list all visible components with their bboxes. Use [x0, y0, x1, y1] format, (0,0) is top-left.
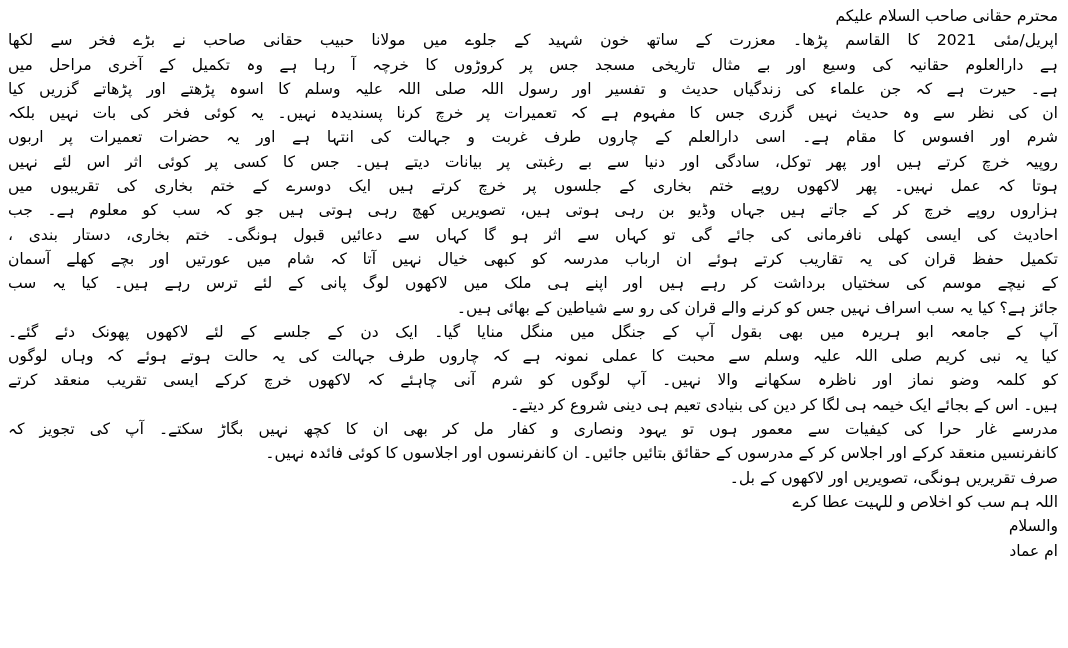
letter-line: محترم حقانی صاحب السلام علیکم: [835, 7, 1058, 25]
letter-line: ہے دارالعلوم حقانیہ کی وسیع اور بے مثال تاریخی مسجد جس پر کروڑوں کا خرچہ آ رہا ہے وہ تکمیل کے آخری مراحل میں: [8, 55, 1058, 74]
letter-line: کانفرنسیں منعقد کرکے اور اجلاس کر کے مدرسوں کے حقائق بتائیں جائیں۔ ان کانفرنسوں اور اجلاسوں کا کوئی فائدہ نہیں۔: [265, 444, 1058, 463]
letter-line: ان کی نظر سے وہ حدیث نہیں گزری جس کا مفہوم ہے کہ تعمیرات پر خرچ کرنا پسندیدہ نہیں۔ یہ کوئی فخر کی بات نہیں بلکہ: [8, 104, 1058, 123]
letter-line: اپریل/مئی 2021 کا القاسم پڑھا۔ معزرت کے ساتھ خون شہید کے جلوے میں مولانا حبیب حقانی صاحب نے بڑے فخر سے لکھا: [8, 31, 1058, 50]
letter-line: اللہ ہم سب کو اخلاص و للہیت عطا کرے: [792, 492, 1058, 511]
letter-line: ام عماد: [1009, 541, 1058, 560]
letter-line: کے نیچے موسم کی سختیاں برداشت کر رہے ہیں اور اپنے ہی ملک میں لاکھوں لوگ پانی کے لئے ترس رہے ہیں۔ کیا یہ سب: [8, 274, 1058, 293]
letter-line: روپیہ خرچ کرتے ہیں اور پھر توکل، سادگی اور دنیا سے بے رغبتی پر بیانات دیتے ہیں۔ جس کا کسی پر کوئی اثر اس لئے نہیں: [8, 152, 1058, 171]
letter-line: شرم اور افسوس کا مقام ہے۔ اسی دارالعلم کے چاروں طرف غربت و جہالت کی انتہا ہے اور یہ حضرات تعمیرات پر اربوں: [8, 128, 1058, 147]
letter-line: ہیں۔ اس کے بجائے ایک خیمہ ہی لگا کر دین کی بنیادی تعیم ہی دینی شروع کر دیتے۔: [510, 395, 1058, 414]
letter-line: ہے۔ حیرت ہے کہ جن علماء کی زندگیاں حدیث و تفسیر اور رسول اللہ صلی اللہ علیہ وسلم کا اسوہ پڑھتے اور پڑھاتے گزریں کیا: [8, 79, 1058, 98]
letter-line: ہوتا کہ عمل نہیں۔ پھر لاکھوں روپے ختم بخاری کے جلسوں پر خرچ کرتے ہیں ایک دوسرے کے ختم بخاری کی تقریبوں میں: [8, 177, 1058, 196]
letter-line: والسلام: [1008, 517, 1058, 536]
letter-line: مدرسے غار حرا کی کیفیات سے معمور ہوں تو یہود ونصاری و کفار مل کر بھی ان کا کچھ نہیں بگاڑ سکتے۔ آپ کی تجویز کہ: [8, 420, 1058, 439]
letter-line: احادیث کی ایسی کھلی نافرمانی کی جائے گی تو کہاں سے اثر ہو گا کہاں سے دعائیں قبول ہونگی۔ ختم بخاری، دستار بندی ،: [8, 225, 1058, 244]
letter-line: کیا یہ نبی کریم صلی اللہ علیہ وسلم سے محبت کا عملی نمونہ ہے کہ چاروں طرف جہالت کی یہ حالت ہوتے ہوئے کہ وہاں لوگوں: [8, 347, 1058, 366]
letter-line: آپ کے جامعہ ابو ہریرہ میں بھی بقول آپ کے جنگل میں منگل منایا گیا۔ ایک دن کے جلسے کے لئے لاکھوں پھونک دئے گئے۔: [8, 322, 1058, 341]
letter-line: صرف تقریریں ہونگی، تصویریں اور لاکھوں کے بل۔: [729, 468, 1058, 487]
letter-line: تکمیل حفظ قران کی یہ تقاریب کرتے ہوئے ان ارباب مدرسہ کو کبھی خیال نہیں آتا کہ شام میں عورتیں اور بچے کھلے آسمان: [8, 249, 1058, 268]
letter-line: کو کلمہ وضو نماز اور ناظرہ سکھانے والا نہیں۔ آپ لوگوں کو شرم آنی چاہئے کہ لاکھوں خرچ کرکے ایسی تقریب منعقد کرتے: [8, 371, 1058, 390]
letter-line: جائز ہے؟ کیا یہ سب اسراف نہیں جس کو کرنے والے قران کی رو سے شیاطین کے بھائی ہیں۔: [456, 298, 1058, 317]
letter-line: ہزاروں روپے خرچ کر کے جاتے ہیں جہاں وڈیو بن رہی ہوتی ہیں، تصویریں کھچ رہی ہوتی ہیں جو کہ سب کو معلوم ہے۔ جب: [8, 201, 1058, 220]
